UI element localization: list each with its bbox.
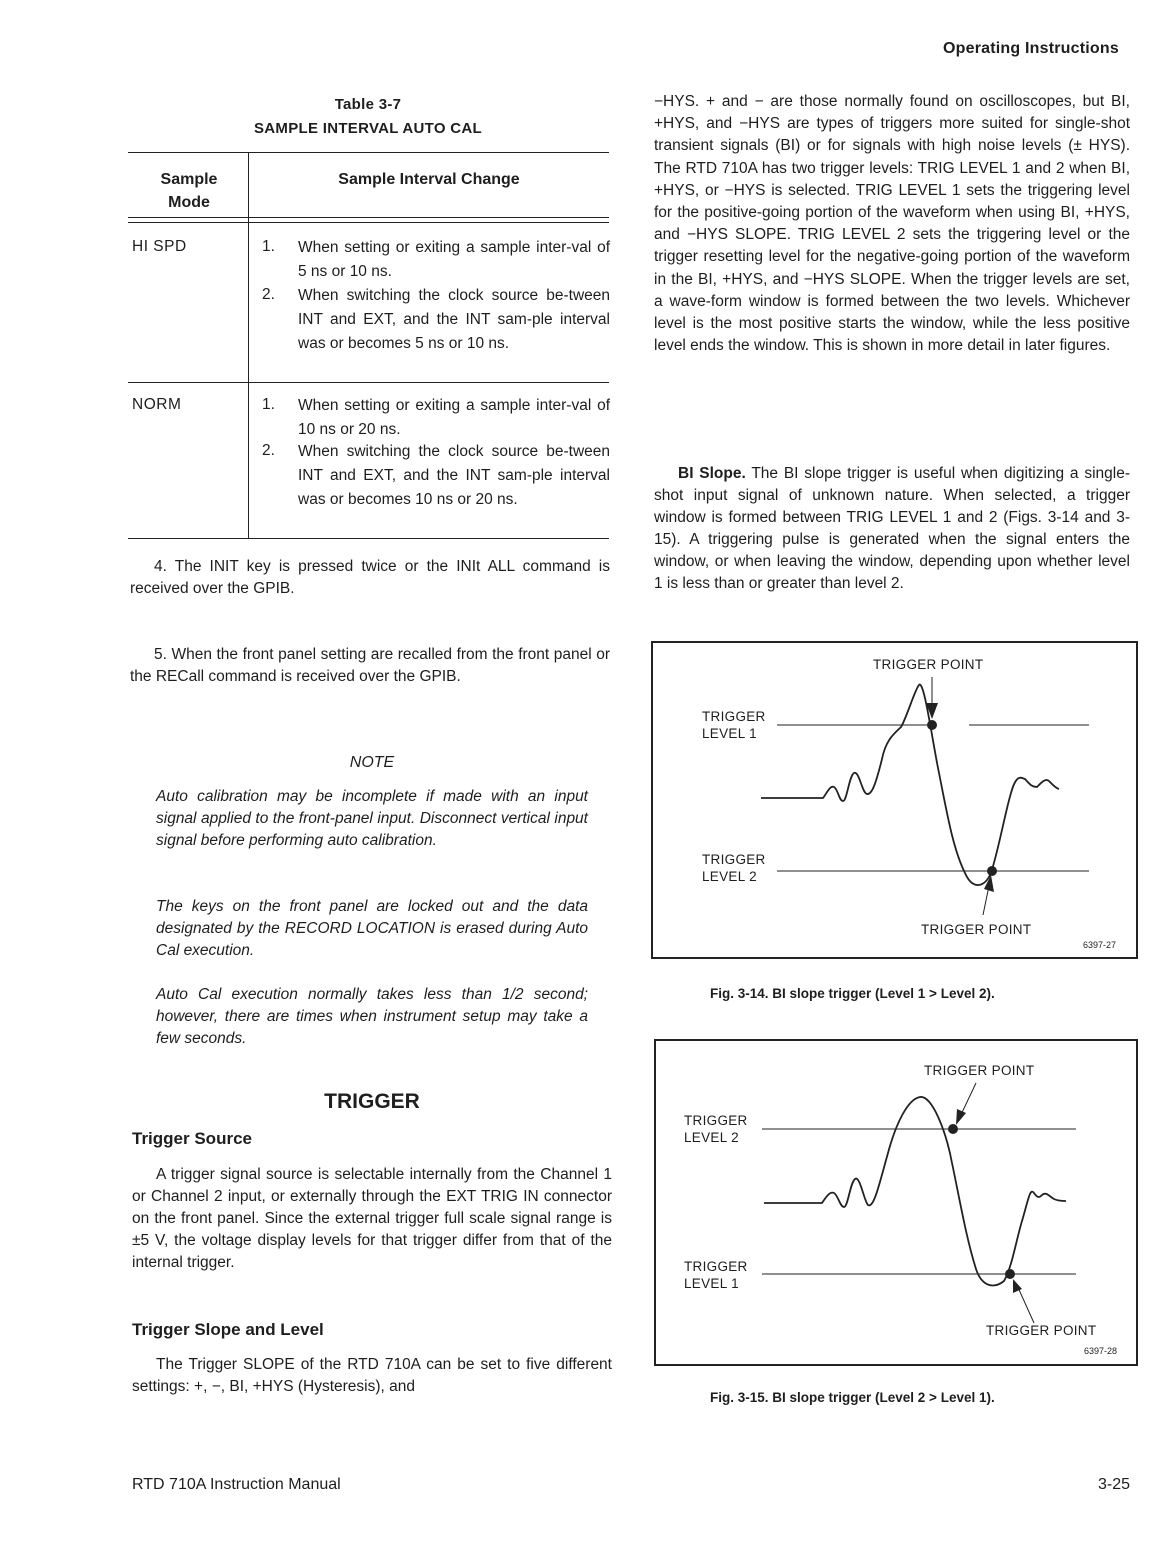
trigger-point-label-bottom: TRIGGER POINT [921, 922, 1032, 937]
table-column-divider [248, 152, 249, 539]
table-header-sample-mode: Sample Mode [160, 171, 218, 211]
table-bottom-rule [128, 538, 609, 539]
section-title: TRIGGER [324, 1090, 420, 1113]
trigger-point-marker-lower [1005, 1269, 1015, 1279]
table-item-number: 1. [262, 396, 275, 413]
figure-3-14 [651, 641, 1138, 959]
waveform [761, 685, 1059, 885]
table-item-number: 2. [262, 286, 275, 303]
figure-3-14-drawing [653, 643, 1140, 961]
note-paragraph: The keys on the front panel are locked out and the data designated by the RECORD LOCATION is erased during Auto Cal execution. [156, 898, 588, 959]
table-item-text: When setting or exiting a sample inter-val of 5 ns or 10 ns. [298, 239, 610, 280]
subsection-title: Trigger Slope and Level [132, 1320, 324, 1339]
bi-slope-text: The BI slope trigger is useful when digitizing a single-shot input signal of unknown nature. When selected, a trigger window is formed between TRIG LEVEL 1 and 2 (Figs. 3-14 and 3-15). A triggering pulse is generated when the signal enters the window, or when leaving the window, depending upon whether level 1 is less than or greater than level 2. [654, 465, 1130, 592]
subsection-title: Trigger Source [132, 1129, 252, 1148]
trigger-level-label-upper: TRIGGER LEVEL 2 [684, 1113, 748, 1145]
arrowhead-icon [1013, 1279, 1022, 1293]
table-item-number: 1. [262, 238, 275, 255]
trigger-level-label-upper: TRIGGER LEVEL 1 [702, 709, 766, 741]
figure-3-14-caption: Fig. 3-14. BI slope trigger (Level 1 > Level 2). [710, 986, 995, 1001]
table-header-sample-interval-change: Sample Interval Change [338, 171, 520, 188]
table-header-rule-lower [128, 222, 609, 223]
waveform [764, 1097, 1066, 1286]
table-item-text: When switching the clock source be-tween INT and EXT, and the INT sam-ple interval was or becomes 10 ns or 20 ns. [298, 443, 610, 508]
figure-code: 6397-27 [1083, 940, 1117, 950]
table-row-mode: NORM [132, 396, 182, 413]
paragraph-slope-level: The Trigger SLOPE of the RTD 710A can be set to five different settings: +, −, BI, +HYS (Hysteresis), and [132, 1356, 612, 1395]
trigger-point-label-bottom: TRIGGER POINT [986, 1323, 1097, 1338]
arrowhead-icon [956, 1109, 966, 1125]
table-item-text: When setting or exiting a sample inter-val of 10 ns or 20 ns. [298, 397, 610, 438]
figure-3-15-caption: Fig. 3-15. BI slope trigger (Level 2 > Level 1). [710, 1390, 995, 1405]
note-paragraph: Auto Cal execution normally takes less than 1/2 second; however, there are times when instrument setup may take a few seconds. [156, 986, 588, 1047]
table-top-rule [128, 152, 609, 153]
note-paragraph: Auto calibration may be incomplete if made with an input signal applied to the front-panel input. Disconnect vertical input signal before performing auto calibration. [156, 788, 588, 849]
bi-slope-run-in-heading: BI Slope. [678, 465, 746, 482]
footer-page-number: 3-25 [1098, 1476, 1131, 1493]
table-header-rule-upper [128, 217, 609, 218]
trigger-point-label-top: TRIGGER POINT [873, 657, 984, 672]
figure-3-15 [654, 1039, 1138, 1366]
table-title: SAMPLE INTERVAL AUTO CAL [253, 120, 483, 137]
figure-code: 6397-28 [1084, 1346, 1118, 1356]
figure-3-15-drawing [656, 1041, 1140, 1368]
trigger-level-label-lower: TRIGGER LEVEL 1 [684, 1259, 748, 1291]
paragraph-bi-slope [654, 463, 1130, 595]
trigger-point-marker-upper [948, 1124, 958, 1134]
table-number: Table 3-7 [334, 96, 402, 113]
trigger-point-marker-upper [927, 720, 937, 730]
paragraph-hysteresis: −HYS. + and − are those normally found on oscilloscopes, but BI, +HYS, and −HYS are types of triggers more suited for single-shot transient signals (BI) or for signals with high noise levels (± HYS). The RTD 710A has two trigger levels: TRIG LEVEL 1 and 2 when BI, +HYS, or −HYS is selected. TRIG LEVEL 1 sets the triggering level for the positive-going portion of the waveform when using BI, +HYS, and −HYS SLOPE. TRIG LEVEL 2 sets the triggering level or the trigger resetting level for the negative-going portion of the waveform in the BI, +HYS, and −HYS SLOPE. When the trigger levels are set, a wave-form window is formed between the two levels. Whichever level is the most positive starts the window, while the less positive level ends the window. This is shown in more detail in later figures. [654, 93, 1130, 355]
paragraph-item-5: 5. When the front panel setting are recalled from the front panel or the RECall command is received over the GPIB. [130, 646, 610, 685]
trigger-point-label-top: TRIGGER POINT [924, 1063, 1035, 1078]
table-row-rule [128, 382, 609, 383]
footer-manual-title: RTD 710A Instruction Manual [132, 1476, 341, 1493]
paragraph-trigger-source: A trigger signal source is selectable internally from the Channel 1 or Channel 2 input, or externally through the EXT TRIG IN connector on the front panel. Since the external trigger full scale signal range is ±5 V, the voltage display levels for that trigger differ from that of the internal trigger. [132, 1166, 612, 1271]
table-item-text: When switching the clock source be-tween INT and EXT, and the INT sam-ple interval was or becomes 5 ns or 10 ns. [298, 287, 610, 352]
trigger-level-label-lower: TRIGGER LEVEL 2 [702, 852, 766, 884]
trigger-point-marker-lower [987, 866, 997, 876]
paragraph-item-4: 4. The INIT key is pressed twice or the INIt ALL command is received over the GPIB. [130, 558, 610, 597]
table-row-mode: HI SPD [132, 238, 187, 255]
table-item-number: 2. [262, 442, 275, 459]
note-title: NOTE [349, 754, 395, 771]
running-header: Operating Instructions [943, 40, 1119, 57]
